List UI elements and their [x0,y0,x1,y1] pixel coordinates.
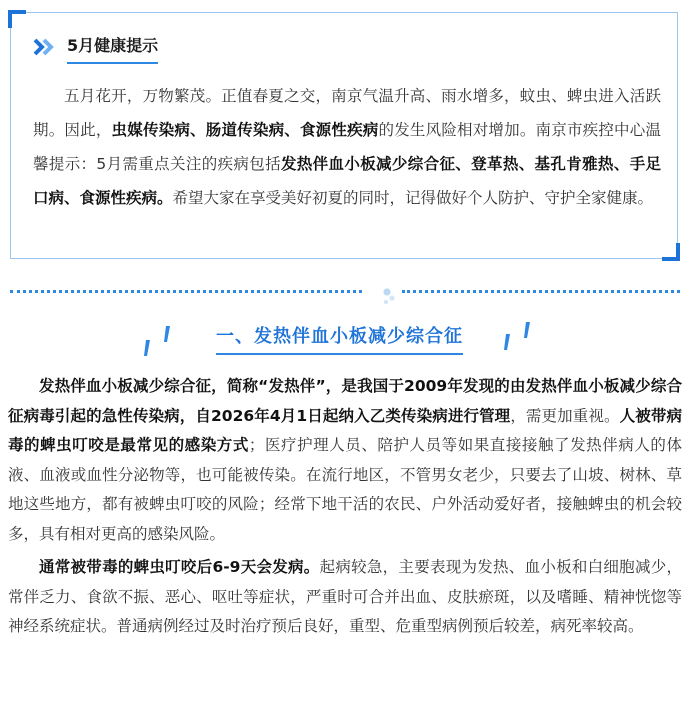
section-heading [136,318,536,362]
dotted-line-left [10,290,362,293]
quote-right-icon [500,320,540,364]
article-body [8,372,682,646]
health-tip-box [10,12,678,259]
tip-title: 5月健康提示 [67,33,158,64]
emphasis-text: 发热伴血小板减少综合征，简称“发热伴”，是我国于2009年发现的由发热伴血小板减少综合征病毒引起的急性传染病，自2026年4月1日起纳入乙类传染病进行管理 [8,377,682,425]
quote-left-icon [136,320,176,364]
tip-title-row [33,33,158,64]
tip-paragraph [33,79,661,215]
section-title: 一、发热伴血小板减少综合征 [216,322,463,355]
emphasis-text: 发热伴血小板减少综合征、登革热、基孔肯雅热、手足口病、食源性疾病。 [33,155,661,207]
chevron-right-icon [33,38,55,60]
emphasis-text: 虫媒传染病、肠道传染病、食源性疾病 [111,121,379,139]
dotted-separator [10,285,680,309]
emphasis-text: 人被带病毒的蜱虫叮咬是最常见的感染方式 [8,406,682,454]
body-text: 起病较急，主要表现为发热、血小板和白细胞减少，常伴乏力、食欲不振、恶心、呕吐等症状，严重时可合并出血、皮肤瘀斑，以及嗜睡、精神恍惚等神经系统症状。普通病例经过及时治疗预后良好，重型、危重型病例预后较差，病死率较高。 [8,558,682,635]
article-paragraph [8,372,682,549]
body-text: ；医疗护理人员、陪护人员等如果直接接触了发热伴病人的体液、血液或血性分泌物等，也可能被传染。在流行地区，不管男女老少，只要去了山坡、树林、草地这些地方，都有被蜱虫叮咬的风险；经常下地干活的农民、户外活动爱好者，接触蜱虫的机会较多，具有相对更高的感染风险。 [8,436,682,543]
article-paragraph [8,553,682,642]
body-text: ，需更加重视。 [510,406,620,425]
emphasis-text: 通常被带毒的蜱虫叮咬后6-9天会发病。 [39,558,320,576]
body-text: 的发生风险相对增加。南京市疾控中心温馨提示：5月需重点关注的疾病包括 [33,121,661,173]
dotted-line-right [402,290,680,293]
bubble-dots-icon [378,285,398,307]
corner-decoration [662,243,680,261]
body-text: 五月花开，万物繁茂。正值春夏之交，南京气温升高、雨水增多，蚊虫、蜱虫进入活跃期。因此， [33,87,661,139]
tip-body [33,79,661,215]
body-text: 希望大家在享受美好初夏的同时，记得做好个人防护、守护全家健康。 [172,189,654,207]
corner-decoration [8,10,26,28]
